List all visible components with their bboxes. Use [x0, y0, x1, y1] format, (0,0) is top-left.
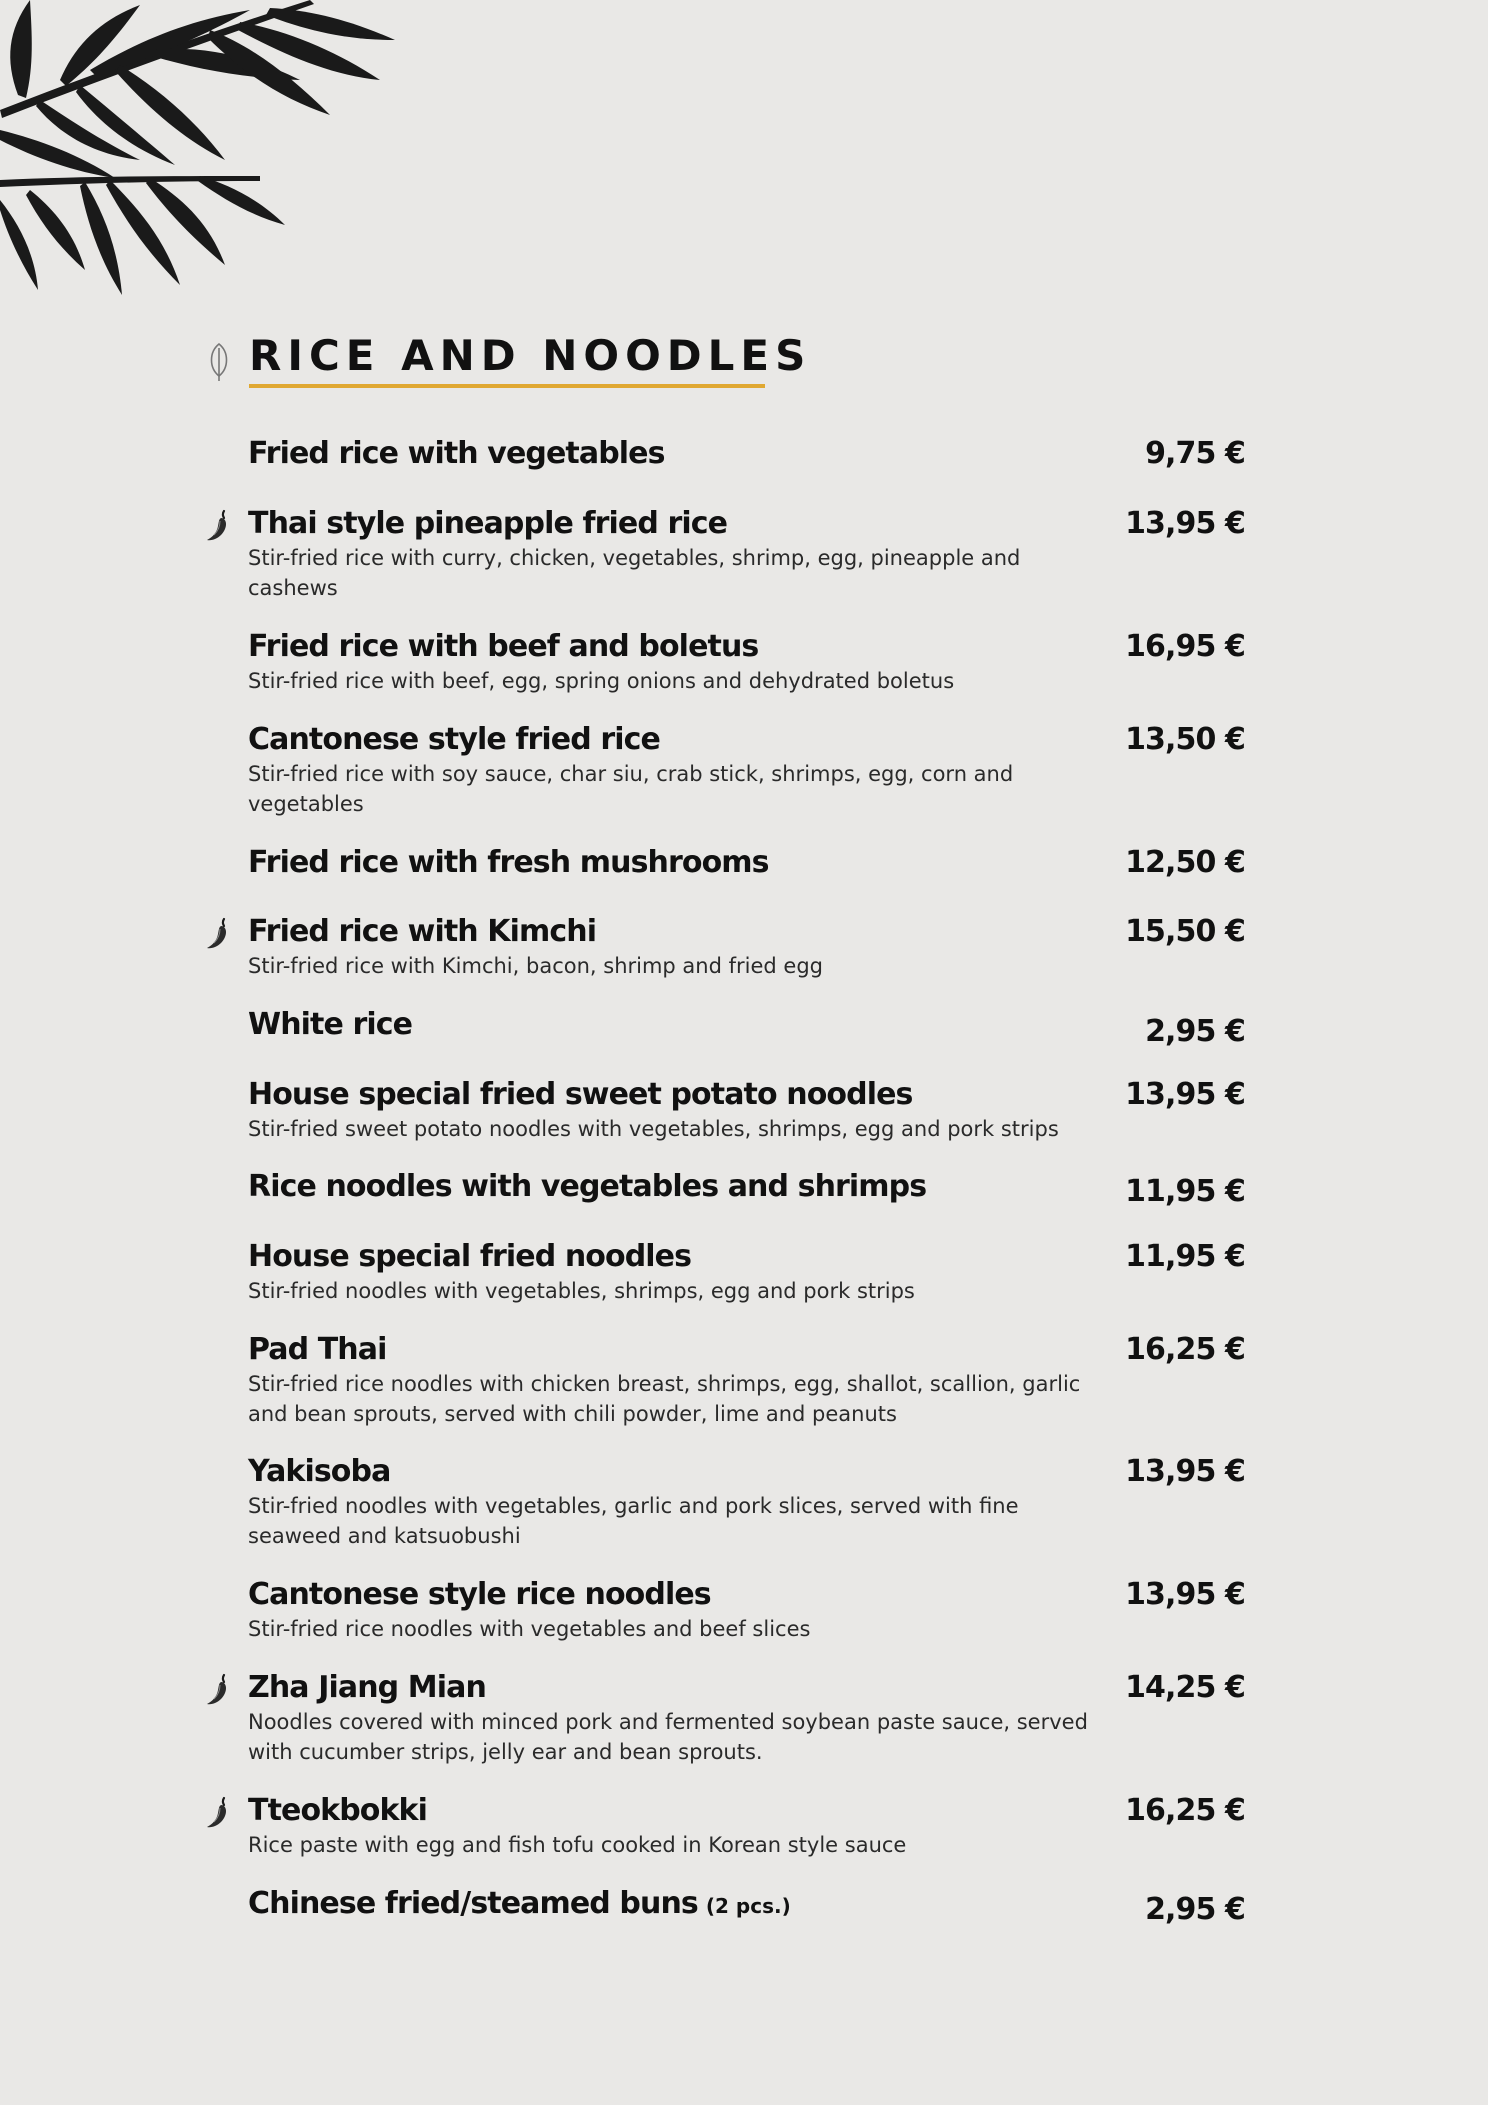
- item-name: [248, 1166, 926, 1208]
- item-price: 14,25 €: [1125, 1670, 1245, 1705]
- item-name: [248, 433, 665, 475]
- item-name-text: Zha Jiang Mian: [248, 1670, 486, 1705]
- item-price: 16,95 €: [1125, 629, 1245, 664]
- item-name: [248, 1451, 390, 1493]
- item-name: [248, 626, 758, 668]
- chili-pepper-icon: [205, 1673, 231, 1707]
- item-description: Stir-fried rice noodles with chicken breast, shrimps, egg, shallot, scallion, garlic and bean sprouts, served with chili powder, lime and peanuts: [248, 1372, 1081, 1426]
- menu-item: [205, 1004, 1245, 1084]
- item-name: [248, 842, 769, 884]
- item-price: 13,50 €: [1125, 722, 1245, 757]
- item-name-text: Yakisoba: [248, 1454, 391, 1489]
- item-name-text: House special fried sweet potato noodles: [248, 1077, 913, 1112]
- item-name-text: Thai style pineapple fried rice: [248, 506, 728, 541]
- item-description: Stir-fried noodles with vegetables, shrimps, egg and pork strips: [248, 1279, 915, 1303]
- item-name-text: Fried rice with vegetables: [248, 436, 665, 471]
- menu-item: [205, 1074, 1245, 1154]
- item-name-text: Chinese fried/steamed buns: [248, 1886, 698, 1921]
- menu-item: [205, 911, 1245, 991]
- item-name: [248, 911, 596, 953]
- item-name-text: Pad Thai: [248, 1332, 387, 1367]
- item-name: [248, 719, 660, 761]
- section-title: RICE AND NOODLES: [249, 331, 812, 380]
- item-name-text: Rice noodles with vegetables and shrimps: [248, 1169, 927, 1204]
- item-price: 13,95 €: [1125, 1077, 1245, 1112]
- item-name: [248, 1004, 412, 1046]
- item-description: Noodles covered with minced pork and fermented soybean paste sauce, served with cucumber strips, jelly ear and bean sprouts.: [248, 1710, 1088, 1764]
- item-description: Stir-fried noodles with vegetables, garlic and pork slices, served with fine seaweed and katsuobushi: [248, 1494, 1019, 1548]
- item-price: 2,95 €: [1145, 1892, 1245, 1927]
- item-name: [248, 1574, 711, 1616]
- item-price: 9,75 €: [1145, 436, 1245, 471]
- item-name-text: White rice: [248, 1007, 413, 1042]
- item-name: [248, 1329, 387, 1371]
- item-description: Stir-fried rice with Kimchi, bacon, shrimp and fried egg: [248, 954, 823, 978]
- menu-item: [205, 719, 1245, 816]
- item-description: Stir-fried rice with curry, chicken, vegetables, shrimp, egg, pineapple and cashews: [248, 546, 1021, 600]
- item-description: Stir-fried sweet potato noodles with vegetables, shrimps, egg and pork strips: [248, 1117, 1059, 1141]
- menu-item: [205, 1329, 1245, 1426]
- item-name: [248, 503, 727, 545]
- item-name-text: Fried rice with beef and boletus: [248, 629, 759, 664]
- item-price: 11,95 €: [1125, 1239, 1245, 1274]
- item-name-text: House special fried noodles: [248, 1239, 692, 1274]
- item-price: 15,50 €: [1125, 914, 1245, 949]
- menu-item: [205, 842, 1245, 922]
- item-description: Stir-fried rice with soy sauce, char siu, crab stick, shrimps, egg, corn and vegetables: [248, 762, 1014, 816]
- menu-item: [205, 1451, 1245, 1548]
- menu-item: [205, 433, 1245, 513]
- item-name-text: Fried rice with Kimchi: [248, 914, 597, 949]
- item-description: Stir-fried rice with beef, egg, spring onions and dehydrated boletus: [248, 669, 955, 693]
- item-name: [248, 1667, 486, 1709]
- menu-item: [205, 626, 1245, 706]
- menu-item: [205, 1790, 1245, 1870]
- item-price: 12,50 €: [1125, 845, 1245, 880]
- chili-pepper-icon: [205, 1796, 231, 1830]
- menu-item: [205, 1574, 1245, 1654]
- item-name-text: Tteokbokki: [248, 1793, 427, 1828]
- item-name: [248, 1883, 791, 1927]
- item-price: 16,25 €: [1125, 1793, 1245, 1828]
- item-price: 13,95 €: [1125, 1454, 1245, 1489]
- menu-item: [205, 1236, 1245, 1316]
- menu-item: [205, 1883, 1245, 1963]
- item-description: Stir-fried rice noodles with vegetables and beef slices: [248, 1617, 811, 1641]
- item-price: 13,95 €: [1125, 506, 1245, 541]
- item-quantity: (2 pcs.): [705, 1894, 791, 1918]
- item-name-text: Cantonese style fried rice: [248, 722, 660, 757]
- menu-item: [205, 503, 1245, 600]
- item-price: 2,95 €: [1145, 1014, 1245, 1049]
- item-description: Rice paste with egg and fish tofu cooked in Korean style sauce: [248, 1833, 907, 1857]
- item-name: [248, 1790, 427, 1832]
- item-price: 16,25 €: [1125, 1332, 1245, 1367]
- item-price: 11,95 €: [1125, 1174, 1245, 1209]
- menu-item: [205, 1166, 1245, 1246]
- item-name-text: Cantonese style rice noodles: [248, 1577, 711, 1612]
- chili-pepper-icon: [205, 509, 231, 543]
- menu-item: [205, 1667, 1245, 1764]
- chili-pepper-icon: [205, 917, 231, 951]
- item-name-text: Fried rice with fresh mushrooms: [248, 845, 769, 880]
- item-name: [248, 1236, 691, 1278]
- item-name: [248, 1074, 913, 1116]
- item-price: 13,95 €: [1125, 1577, 1245, 1612]
